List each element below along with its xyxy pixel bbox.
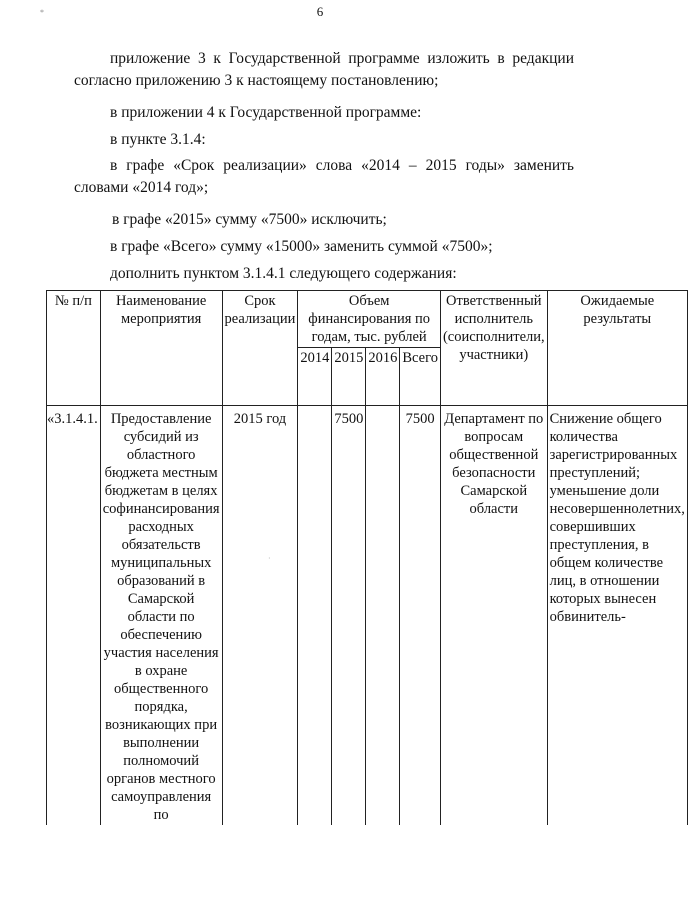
paragraph-4: в графе «Срок реализации» слова «2014 – 2015 годы» заменить словами «2014 год»; [74, 157, 574, 196]
cell-2015: 7500 [332, 406, 366, 826]
paragraph-3: в пункте 3.1.4: [110, 131, 206, 148]
header-name: Наименование мероприятия [100, 291, 222, 406]
table-row [47, 406, 688, 826]
cell-2016 [366, 406, 400, 826]
cell-2014 [298, 406, 332, 826]
cell-responsible: Департамент по вопросам общественной безопасности Самарской области [440, 406, 547, 826]
cell-name: Предоставление субсидий из областного бюджета местным бюджетам в целях софинансирования расходных обязательств муниципальных образований в Самарской области по обеспечению участия населения в охране общественного порядка, возникающих при выполнении полномочий органов местного самоуправления по [100, 406, 222, 826]
header-term: Срок реализации [222, 291, 298, 406]
cell-results: Снижение общего количества зарегистрированных преступлений; уменьшение доли несовершеннолетних, совершивших преступления, в общем количестве лиц, в отношении которых вынесен обвинитель- [547, 406, 687, 826]
page-number: 6 [316, 4, 324, 19]
header-total: Всего [400, 348, 441, 406]
header-results: Ожидаемые результаты [547, 291, 687, 406]
header-funding: Объем финансирования по годам, тыс. рублей [298, 291, 441, 348]
cell-total: 7500 [400, 406, 441, 826]
paragraph-7: дополнить пунктом 3.1.4.1 следующего содержания: [110, 265, 457, 282]
cell-term: 2015 год [222, 406, 298, 826]
cell-num: «3.1.4.1. [47, 406, 101, 826]
header-2014: 2014 [298, 348, 332, 406]
scan-speck: · [268, 554, 271, 563]
measures-table [46, 290, 688, 825]
table-header-row [47, 291, 688, 348]
header-num: № п/п [47, 291, 101, 406]
header-responsible: Ответственный исполнитель (соисполнители, участники) [440, 291, 547, 406]
header-2016: 2016 [366, 348, 400, 406]
paragraph-1: приложение 3 к Государственной программе изложить в редакции согласно приложению 3 к настоящему постановлению; [74, 50, 574, 89]
paragraph-2: в приложении 4 к Государственной программе: [110, 104, 422, 121]
scan-mark: * [40, 8, 44, 17]
paragraph-6: в графе «Всего» сумму «15000» заменить суммой «7500»; [110, 238, 493, 255]
header-2015: 2015 [332, 348, 366, 406]
paragraph-5: в графе «2015» сумму «7500» исключить; [112, 211, 387, 228]
